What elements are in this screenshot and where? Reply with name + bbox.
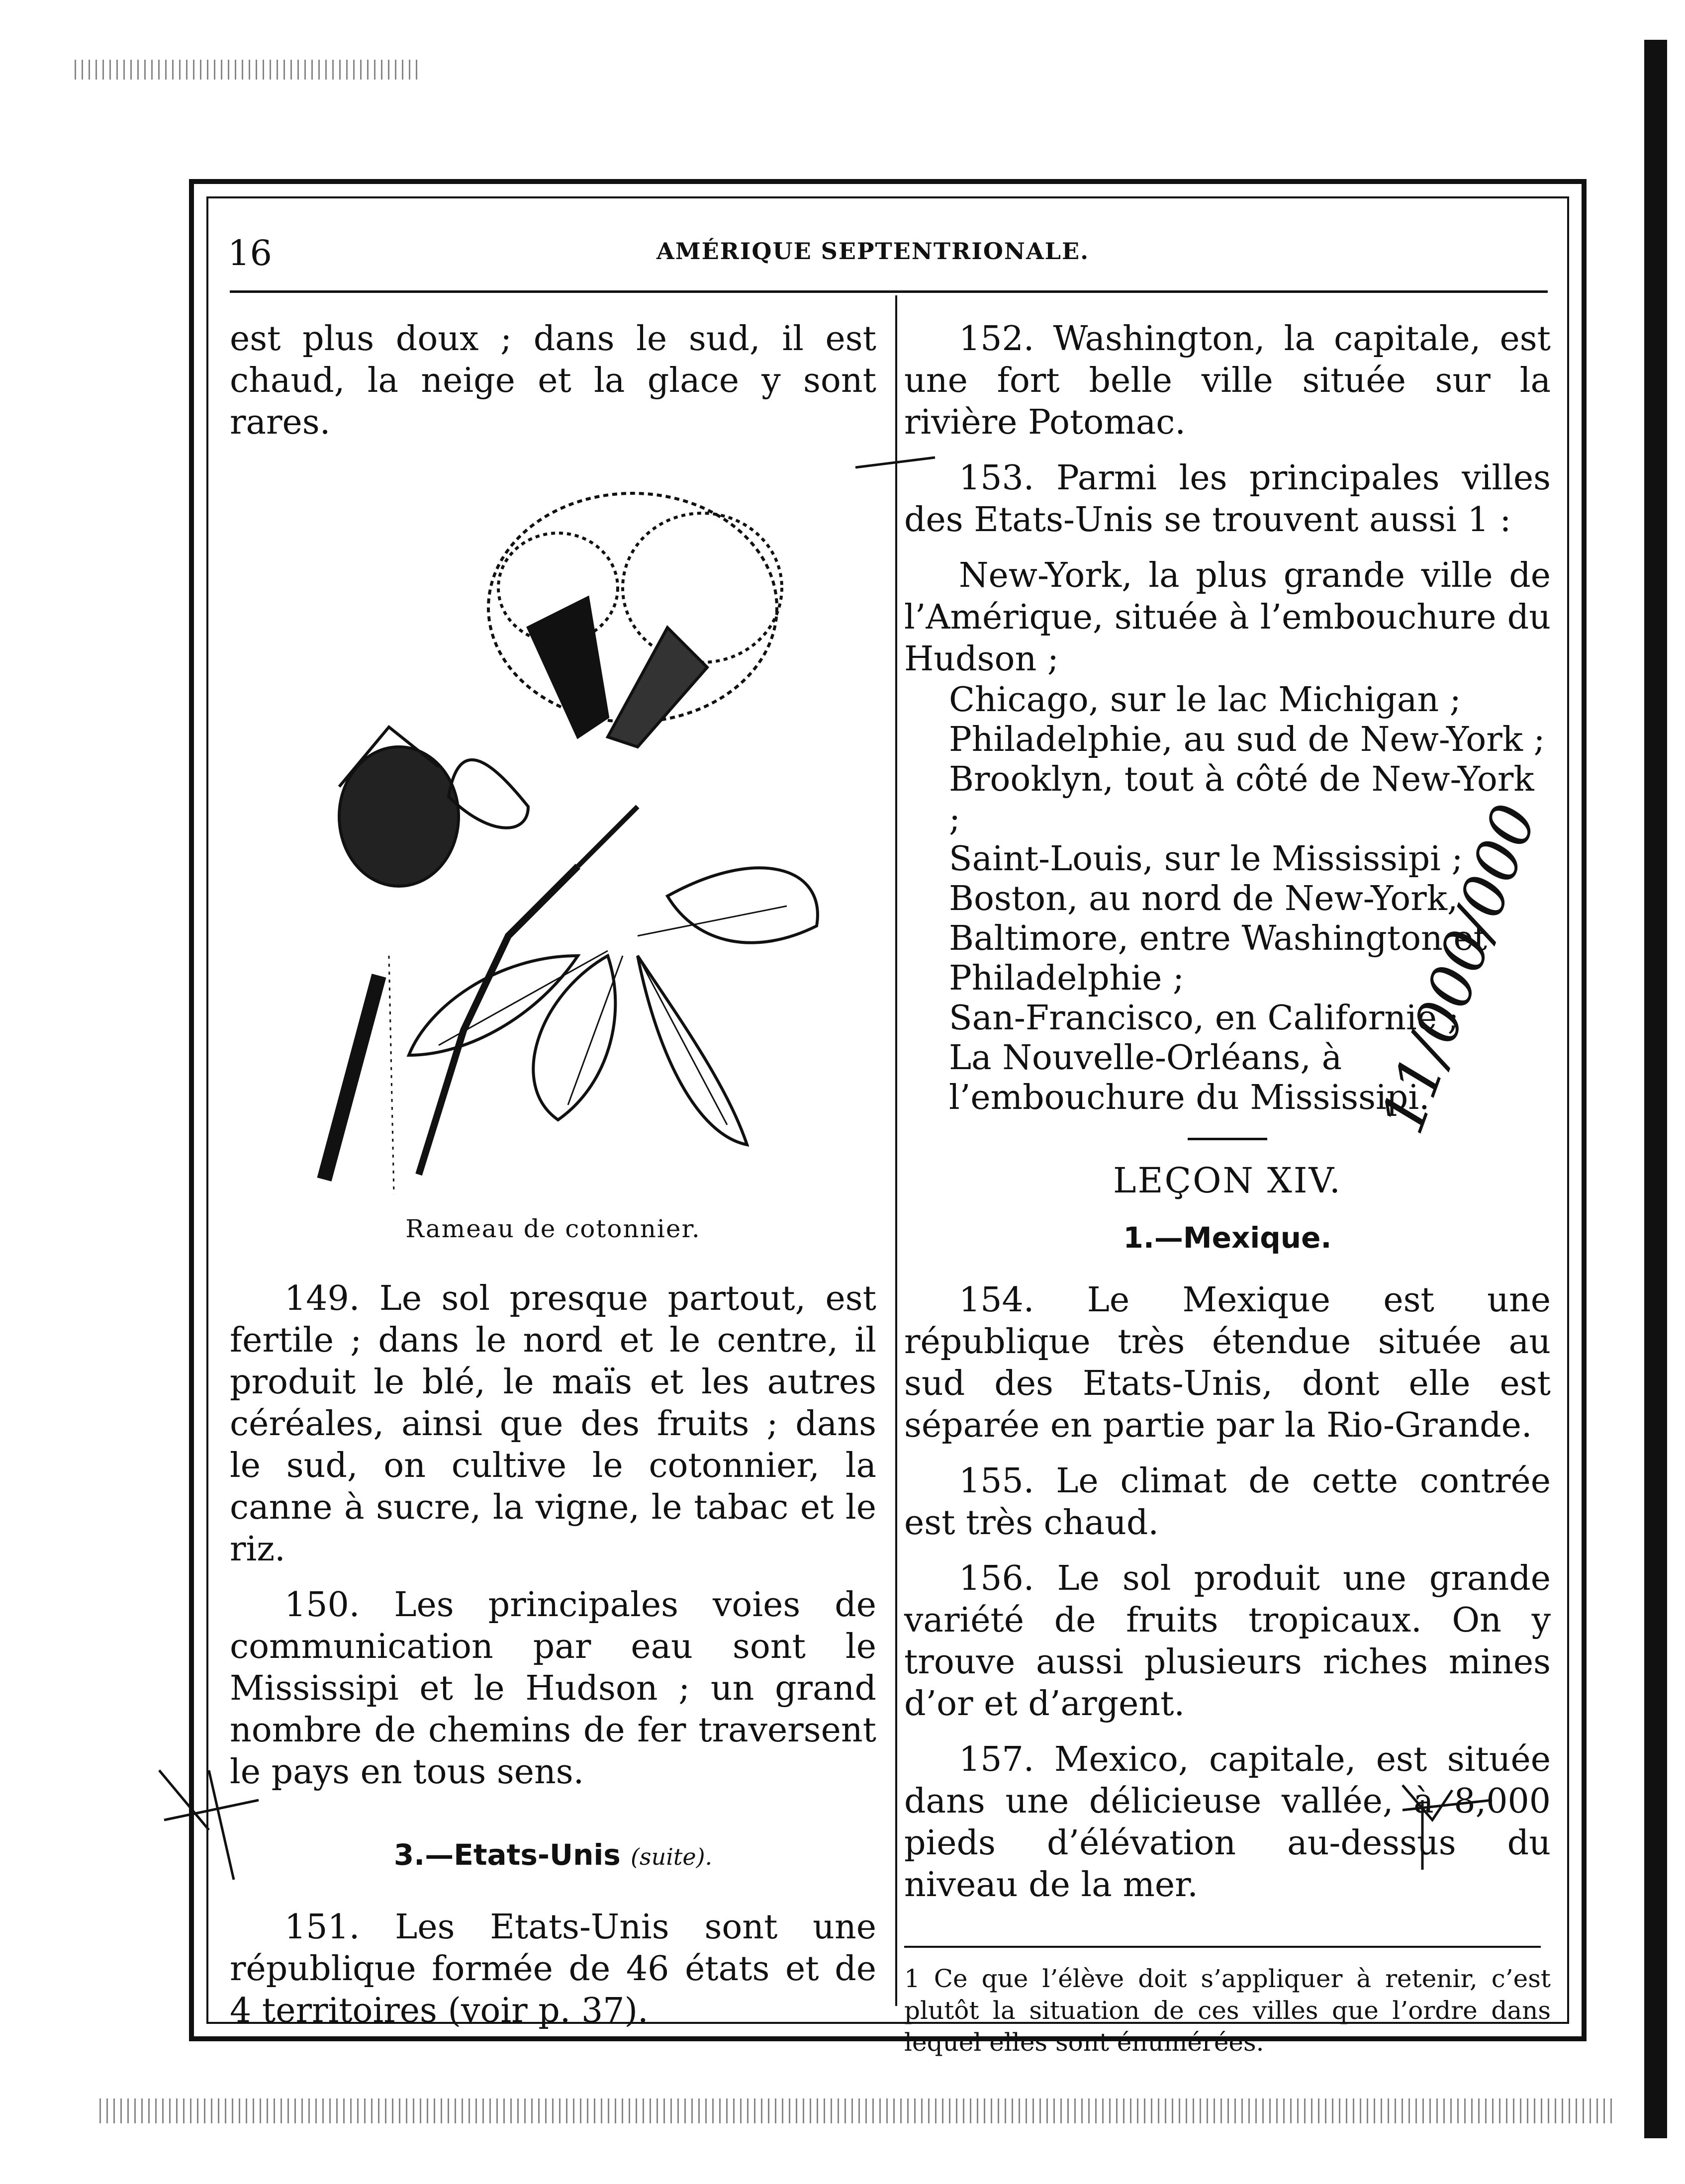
running-title: AMÉRIQUE SEPTENTRIONALE. [656,238,1090,265]
left-column [230,318,876,2032]
footnote-rule [904,1946,1541,1948]
right-column [904,318,1551,2058]
city-entry: Boston, au nord de New-York, [949,879,1458,918]
illustration-caption: Rameau de cotonnier. [405,1214,701,1243]
paragraph-continued: est plus doux ; dans le sud, il est chaud, la neige et la glace y sont rares. [230,319,876,442]
city-entry: Chicago, sur le lac Michigan ; [949,680,1461,720]
section-title-suffix: (suite). [631,1843,713,1870]
scan-edge-bar [1644,40,1667,2138]
scan-noise-top [75,60,423,80]
city-entry: San-Francisco, en Californie ; [949,999,1459,1038]
section-title-etats-unis [230,1838,876,1872]
paragraph-155: 155. Le climat de cette contrée est très chaud. [904,1461,1551,1543]
scan-noise-bottom [99,2098,1616,2123]
city-entry: Saint-Louis, sur le Mississipi ; [949,839,1463,879]
paragraph-149: 149. Le sol presque partout, est fertile ; dans le nord et le centre, il produit le blé, le maïs et les autres céréales, ainsi que des fruits ; dans le sud, on cultive le cotonnier, la canne à sucre, la vigne, le tabac et le riz. [230,1279,876,1569]
city-entry: Philadelphie, au sud de New-York ; [949,720,1545,759]
paragraph-156: 156. Le sol produit une grande variété de fruits tropicaux. On y trouve aussi plusieurs riches mines d’or et d’argent. [904,1559,1551,1724]
paragraph-151: 151. Les Etats-Unis sont une république formée de 46 états et de 4 territoires (voir p. 37). [230,1908,876,2030]
city-entry: Brooklyn, tout à côté de New-York ; [949,760,1534,839]
column-divider [895,295,897,2006]
lesson-heading: LEÇON XIV. [1113,1160,1342,1201]
section-title-text: 3.—Etats-Unis [393,1838,621,1872]
handwritten-margin-note: 11/000/000 [1368,796,1551,1143]
header-rule [230,290,1548,293]
footnote: 1 Ce que l’élève doit s’appliquer à retenir, c’est plutôt la situation de ces villes que l’ordre dans lequel elles sont énumérées. [904,1964,1551,2057]
page-number: 16 [228,233,273,273]
lesson-rule [1188,1138,1267,1140]
paragraph-152: 152. Washington, la capitale, est une fort belle ville située sur la rivière Potomac. [904,319,1551,442]
cotton-plant-engraving [230,458,876,1204]
subsection-mexique: 1.—Mexique. [1123,1221,1332,1255]
cotton-branch-illustration [230,458,876,1204]
city-entry: La Nouvelle-Orléans, à l’embouchure du Mississipi. [949,1038,1430,1117]
paragraph-150: 150. Les principales voies de communication par eau sont le Mississipi et le Hudson ; un grand nombre de chemins de fer traversent le pays en tous sens. [230,1585,876,1792]
paragraph-153: 153. Parmi les principales villes des Etats-Unis se trouvent aussi 1 : [904,458,1551,540]
city-new-york: New-York, la plus grande ville de l’Amérique, située à l’embouchure du Hudson ; [904,556,1551,679]
paragraph-154: 154. Le Mexique est une république très étendue située au sud des Etats-Unis, dont elle est séparée en partie par la Rio-Grande. [904,1280,1551,1445]
paragraph-157: 157. Mexico, capitale, est située dans une délicieuse vallée, à 8,000 pieds d’élévation au-dessus du niveau de la mer. [904,1740,1551,1905]
city-entry: Baltimore, entre Washington et Philadelphie ; [949,919,1487,998]
